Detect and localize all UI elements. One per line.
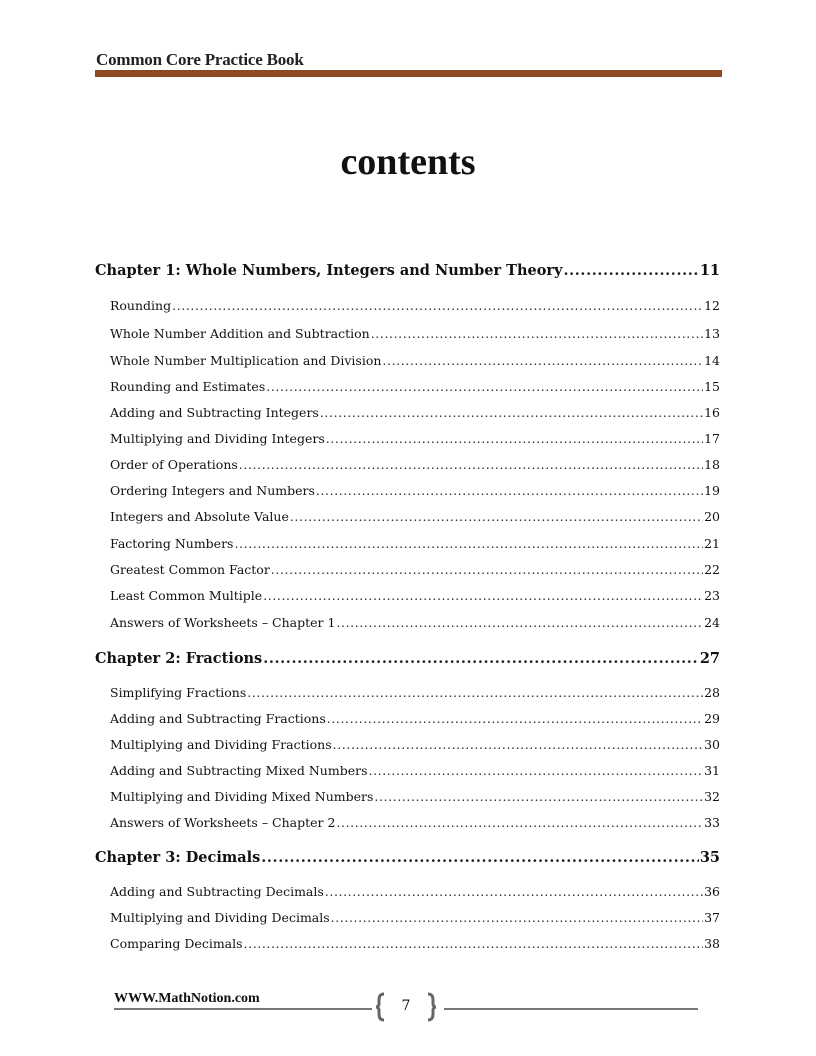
dot-leader	[563, 262, 698, 279]
dot-leader	[326, 431, 703, 446]
toc-entry-row	[110, 379, 720, 394]
entry-title: Simplifying Fractions	[110, 685, 247, 700]
footer-website: WWW.MathNotion.com	[114, 991, 260, 1006]
page-number-badge	[376, 992, 436, 1022]
dot-leader	[263, 588, 703, 603]
toc-entry-row	[110, 457, 720, 472]
entry-title: Comparing Decimals	[110, 936, 243, 951]
page-reference: 28	[704, 685, 720, 700]
dot-leader	[333, 737, 703, 752]
page-reference: 11	[699, 262, 720, 279]
entry-title: Adding and Subtracting Integers	[110, 405, 319, 420]
entry-title: Greatest Common Factor	[110, 562, 270, 577]
entry-title: Multiplying and Dividing Fractions	[110, 737, 332, 752]
page-reference: 35	[699, 849, 720, 866]
toc-entry-row	[110, 789, 720, 804]
dot-leader	[371, 326, 703, 341]
toc-entry-row	[110, 884, 720, 899]
dot-leader	[244, 936, 704, 951]
header-rule	[95, 70, 722, 77]
page-reference: 27	[699, 650, 720, 667]
dot-leader	[247, 685, 703, 700]
toc-entry-row	[110, 326, 720, 341]
dot-leader	[336, 815, 703, 830]
page-number: 7	[401, 998, 411, 1014]
dot-leader	[239, 457, 703, 472]
page-reference: 36	[704, 884, 720, 899]
toc-entry-row	[110, 405, 720, 420]
page-reference: 17	[704, 431, 720, 446]
page-reference: 18	[704, 457, 720, 472]
page-reference: 12	[704, 298, 720, 313]
entry-title: Multiplying and Dividing Integers	[110, 431, 325, 446]
dot-leader	[234, 536, 703, 551]
chapter-title: Chapter 2: Fractions	[95, 650, 263, 667]
chapter-title: Chapter 1: Whole Numbers, Integers and Number Theory	[95, 262, 563, 279]
page-reference: 19	[704, 483, 720, 498]
footer-rule-right	[444, 1008, 698, 1010]
dot-leader	[374, 789, 703, 804]
entry-title: Factoring Numbers	[110, 536, 234, 551]
toc-entry-row	[110, 353, 720, 368]
dot-leader	[382, 353, 703, 368]
dot-leader	[320, 405, 703, 420]
page-reference: 16	[704, 405, 720, 420]
toc-entry-row	[110, 536, 720, 551]
toc-entry-row	[110, 685, 720, 700]
dot-leader	[325, 884, 703, 899]
entry-title: Answers of Worksheets – Chapter 1	[110, 615, 336, 630]
page-reference: 29	[704, 711, 720, 726]
dot-leader	[331, 910, 703, 925]
page-reference: 14	[704, 353, 720, 368]
page-reference: 21	[704, 536, 720, 551]
page-reference: 32	[704, 789, 720, 804]
page-reference: 13	[704, 326, 720, 341]
entry-title: Integers and Absolute Value	[110, 509, 289, 524]
toc-chapter-row	[95, 849, 720, 866]
footer-rule-left	[114, 1008, 372, 1010]
entry-title: Multiplying and Dividing Decimals	[110, 910, 330, 925]
toc-entry-row	[110, 588, 720, 603]
toc-chapter-row	[95, 650, 720, 667]
entry-title: Least Common Multiple	[110, 588, 263, 603]
toc-entry-row	[110, 615, 720, 630]
chapter-title: Chapter 3: Decimals	[95, 849, 261, 866]
entry-title: Ordering Integers and Numbers	[110, 483, 315, 498]
toc-entry-row	[110, 562, 720, 577]
page-reference: 30	[704, 737, 720, 752]
toc-entry-row	[110, 298, 720, 313]
page-reference: 37	[704, 910, 720, 925]
dot-leader	[316, 483, 703, 498]
page-reference: 20	[704, 509, 720, 524]
page-reference: 23	[704, 588, 720, 603]
toc-entry-row	[110, 763, 720, 778]
toc-entry-row	[110, 483, 720, 498]
dot-leader	[172, 298, 703, 313]
toc-entry-row	[110, 737, 720, 752]
dot-leader	[263, 650, 699, 667]
page-reference: 15	[704, 379, 720, 394]
dot-leader	[369, 763, 704, 778]
toc-entry-row	[110, 711, 720, 726]
entry-title: Adding and Subtracting Mixed Numbers	[110, 763, 368, 778]
page-reference: 24	[704, 615, 720, 630]
entry-title: Whole Number Addition and Subtraction	[110, 326, 370, 341]
entry-title: Multiplying and Dividing Mixed Numbers	[110, 789, 374, 804]
dot-leader	[266, 379, 703, 394]
entry-title: Adding and Subtracting Fractions	[110, 711, 326, 726]
dot-leader	[336, 615, 703, 630]
dot-leader	[327, 711, 703, 726]
dot-leader	[290, 509, 703, 524]
entry-title: Whole Number Multiplication and Division	[110, 353, 382, 368]
entry-title: Order of Operations	[110, 457, 238, 472]
toc-entry-row	[110, 815, 720, 830]
page-title: contents	[340, 141, 476, 183]
entry-title: Rounding	[110, 298, 172, 313]
entry-title: Rounding and Estimates	[110, 379, 266, 394]
toc-entry-row	[110, 910, 720, 925]
page-reference: 38	[704, 936, 720, 951]
dot-leader	[271, 562, 703, 577]
book-title: Common Core Practice Book	[96, 50, 304, 69]
toc-entry-row	[110, 509, 720, 524]
page-reference: 22	[704, 562, 720, 577]
entry-title: Answers of Worksheets – Chapter 2	[110, 815, 336, 830]
toc-entry-row	[110, 936, 720, 951]
dot-leader	[261, 849, 699, 866]
toc-chapter-row	[95, 262, 720, 279]
page-reference: 33	[704, 815, 720, 830]
toc-entry-row	[110, 431, 720, 446]
entry-title: Adding and Subtracting Decimals	[110, 884, 324, 899]
page-reference: 31	[704, 763, 720, 778]
